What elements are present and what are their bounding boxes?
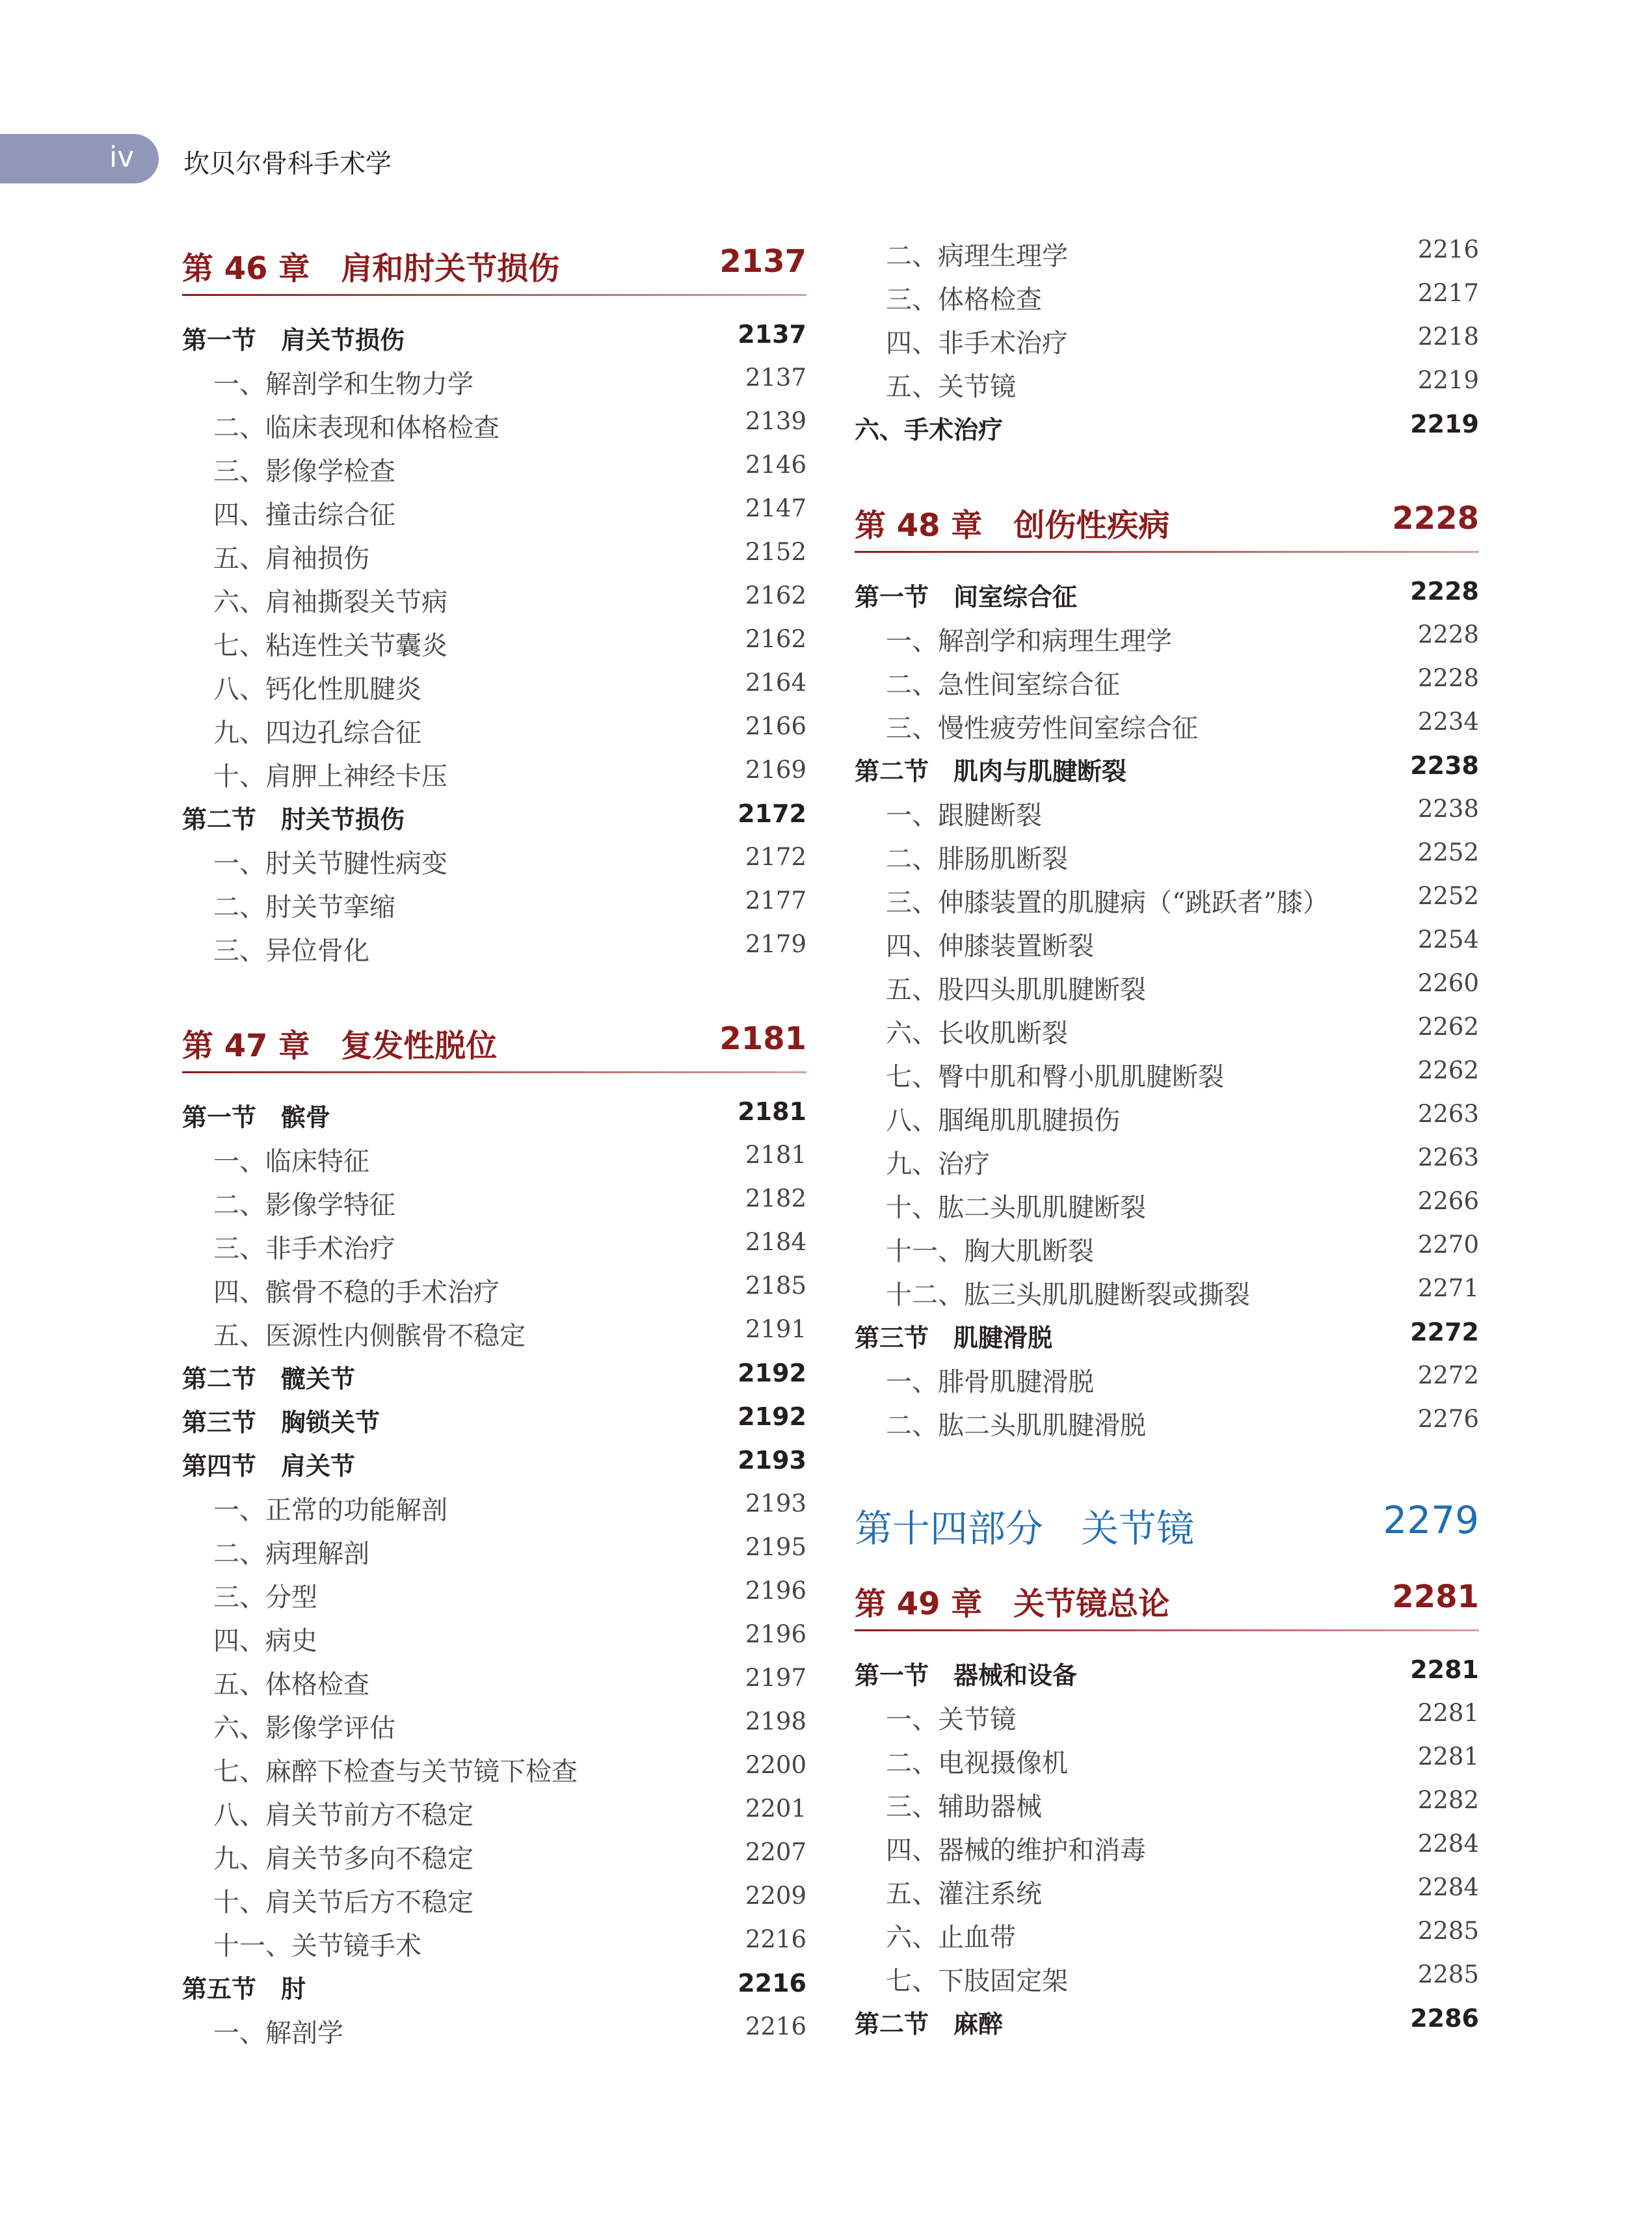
toc-item-title: 一、解剖学和病理生理学 xyxy=(886,626,1172,656)
toc-item-page: 2219 xyxy=(1417,366,1479,394)
toc-item-title: 七、麻醉下检查与关节镜下检查 xyxy=(213,1757,578,1787)
toc-chapter-page: 2181 xyxy=(719,1021,806,1057)
toc-item-entry[interactable] xyxy=(182,665,806,708)
toc-item-entry[interactable] xyxy=(182,1529,806,1573)
toc-item-title: 一、正常的功能解剖 xyxy=(213,1495,447,1525)
toc-item-entry[interactable] xyxy=(855,319,1479,362)
toc-item-entry[interactable] xyxy=(855,1052,1479,1096)
toc-section-page: 2137 xyxy=(738,320,806,349)
toc-item-entry[interactable] xyxy=(182,403,806,447)
toc-item-title: 九、肩关节多向不稳定 xyxy=(213,1844,473,1874)
toc-section-entry[interactable] xyxy=(182,1355,806,1398)
toc-chapter-page: 2228 xyxy=(1392,500,1479,537)
toc-item-entry[interactable] xyxy=(855,878,1479,922)
toc-item-entry[interactable] xyxy=(182,534,806,578)
toc-item-title: 三、伸膝装置的肌腱病（“跳跃者”膝） xyxy=(886,888,1329,918)
toc-item-entry[interactable] xyxy=(855,660,1479,704)
toc-item-page: 2281 xyxy=(1417,1743,1479,1770)
toc-item-page: 2185 xyxy=(745,1272,806,1300)
toc-item-page: 2285 xyxy=(1417,1917,1479,1945)
toc-item-entry[interactable] xyxy=(855,1009,1479,1052)
toc-item-entry[interactable] xyxy=(855,232,1479,275)
toc-item-entry[interactable] xyxy=(855,1957,1479,2000)
toc-item-title: 六、止血带 xyxy=(886,1923,1016,1953)
toc-item-entry[interactable] xyxy=(182,360,806,403)
toc-item-entry[interactable] xyxy=(855,1357,1479,1401)
toc-item-title: 一、解剖学和生物力学 xyxy=(213,369,473,399)
toc-item-entry[interactable] xyxy=(855,1140,1479,1183)
toc-item-entry[interactable] xyxy=(182,752,806,795)
toc-item-entry[interactable] xyxy=(182,1311,806,1355)
toc-section-page: 2193 xyxy=(738,1446,806,1475)
toc-item-page: 2260 xyxy=(1417,969,1479,997)
toc-item-entry[interactable] xyxy=(855,1913,1479,1957)
toc-item-title: 六、肩袖撕裂关节病 xyxy=(213,587,447,617)
toc-item-title: 三、慢性疲劳性间室综合征 xyxy=(886,714,1198,743)
toc-item-entry[interactable] xyxy=(182,926,806,970)
toc-chapter-title: 第 47 章 复发性脱位 xyxy=(182,1028,498,1064)
toc-item-page: 2197 xyxy=(745,1664,806,1692)
toc-item-entry[interactable] xyxy=(855,965,1479,1009)
toc-item-title: 二、病理解剖 xyxy=(213,1539,369,1569)
toc-item-title: 五、医源性内侧髌骨不稳定 xyxy=(213,1321,526,1351)
toc-item-entry[interactable] xyxy=(855,1739,1479,1782)
toc-item-page: 2216 xyxy=(1417,235,1479,263)
toc-item-title: 六、长收肌断裂 xyxy=(886,1019,1068,1049)
toc-item-entry[interactable] xyxy=(855,1270,1479,1314)
toc-item-page: 2172 xyxy=(745,843,806,871)
toc-section-entry[interactable] xyxy=(182,1398,806,1442)
toc-item-page: 2162 xyxy=(745,625,806,653)
toc-item-entry[interactable] xyxy=(855,922,1479,965)
toc-item-page: 2195 xyxy=(745,1533,806,1561)
toc-item-title: 三、影像学检查 xyxy=(213,457,395,487)
toc-right-column xyxy=(855,232,1479,2044)
toc-item-title: 一、肘关节腱性病变 xyxy=(213,849,447,879)
toc-section-page: 2281 xyxy=(1410,1655,1479,1684)
toc-item-title: 五、股四头肌肌腱断裂 xyxy=(886,975,1146,1005)
toc-item-entry[interactable] xyxy=(182,447,806,490)
toc-chapter-entry[interactable] xyxy=(182,1009,806,1093)
toc-item-page: 2262 xyxy=(1417,1056,1479,1084)
toc-item-page: 2252 xyxy=(1417,838,1479,866)
toc-item-title: 九、治疗 xyxy=(886,1149,990,1179)
toc-item-title: 四、非手术治疗 xyxy=(886,328,1068,358)
toc-section-entry[interactable] xyxy=(855,406,1479,449)
toc-item-title: 五、灌注系统 xyxy=(886,1879,1042,1909)
toc-item-entry[interactable] xyxy=(855,1183,1479,1227)
page-number-tab xyxy=(0,134,159,183)
spacer xyxy=(855,1445,1479,1484)
toc-item-title: 三、辅助器械 xyxy=(886,1792,1042,1822)
toc-item-title: 二、腓肠肌断裂 xyxy=(886,844,1068,874)
toc-item-title: 一、解剖学 xyxy=(213,2018,343,2048)
toc-item-page: 2184 xyxy=(745,1228,806,1256)
chapter-rule xyxy=(182,294,806,296)
toc-item-entry[interactable] xyxy=(182,883,806,926)
toc-section-entry[interactable] xyxy=(182,1093,806,1137)
toc-item-title: 五、关节镜 xyxy=(886,372,1016,402)
toc-item-title: 八、肩关节前方不稳定 xyxy=(213,1800,473,1830)
toc-chapter-entry[interactable] xyxy=(855,488,1479,573)
toc-chapter-title: 第 46 章 肩和肘关节损伤 xyxy=(182,250,560,287)
toc-item-page: 2228 xyxy=(1417,664,1479,692)
toc-item-page: 2164 xyxy=(745,669,806,697)
toc-item-page: 2216 xyxy=(745,2012,806,2040)
toc-item-entry[interactable] xyxy=(855,1695,1479,1739)
toc-section-page: 2228 xyxy=(1410,577,1479,606)
toc-item-entry[interactable] xyxy=(182,621,806,665)
toc-item-page: 2284 xyxy=(1417,1873,1479,1901)
toc-left-column xyxy=(182,232,806,2052)
toc-item-page: 2182 xyxy=(745,1184,806,1212)
toc-item-page: 2137 xyxy=(745,364,806,392)
toc-section-entry[interactable] xyxy=(182,1965,806,2009)
chapter-rule xyxy=(855,551,1479,553)
toc-item-entry[interactable] xyxy=(855,1096,1479,1140)
toc-item-page: 2263 xyxy=(1417,1143,1479,1171)
toc-item-title: 七、臀中肌和臀小肌肌腱断裂 xyxy=(886,1062,1224,1092)
toc-item-title: 三、非手术治疗 xyxy=(213,1234,395,1264)
toc-item-entry[interactable] xyxy=(182,708,806,752)
spacer xyxy=(855,449,1479,488)
toc-item-page: 2276 xyxy=(1417,1405,1479,1433)
toc-section-page: 2192 xyxy=(738,1359,806,1387)
toc-item-page: 2162 xyxy=(745,581,806,609)
toc-section-title: 第二节 肘关节损伤 xyxy=(182,805,405,834)
toc-section-title: 第一节 器械和设备 xyxy=(855,1661,1078,1690)
toc-item-entry[interactable] xyxy=(855,1227,1479,1270)
chapter-rule xyxy=(182,1071,806,1073)
toc-item-page: 2217 xyxy=(1417,279,1479,307)
toc-item-page: 2218 xyxy=(1417,323,1479,351)
toc-item-entry[interactable] xyxy=(182,1921,806,1965)
chapter-rule xyxy=(855,1629,1479,1631)
toc-section-page: 2216 xyxy=(738,1969,806,1997)
toc-item-page: 2166 xyxy=(745,712,806,740)
toc-item-page: 2238 xyxy=(1417,795,1479,823)
toc-item-page: 2263 xyxy=(1417,1100,1479,1128)
toc-item-page: 2193 xyxy=(745,1490,806,1517)
toc-item-page: 2201 xyxy=(745,1795,806,1823)
toc-section-title: 第二节 肌肉与肌腱断裂 xyxy=(855,757,1127,786)
toc-item-title: 一、关节镜 xyxy=(886,1705,1016,1735)
toc-item-entry[interactable] xyxy=(182,1660,806,1703)
toc-item-title: 四、撞击综合征 xyxy=(213,500,395,530)
toc-item-page: 2196 xyxy=(745,1620,806,1648)
toc-chapter-entry[interactable] xyxy=(182,232,806,316)
toc-section-page: 2172 xyxy=(738,799,806,828)
toc-chapter-entry[interactable] xyxy=(855,1567,1479,1651)
toc-item-page: 2284 xyxy=(1417,1830,1479,1858)
toc-item-page: 2262 xyxy=(1417,1013,1479,1041)
toc-section-title: 第二节 麻醉 xyxy=(855,2010,1004,2038)
toc-item-page: 2200 xyxy=(745,1751,806,1779)
toc-section-title: 第四节 肩关节 xyxy=(182,1452,356,1480)
toc-part-entry[interactable] xyxy=(855,1484,1479,1567)
toc-item-page: 2169 xyxy=(745,756,806,784)
toc-section-page: 2219 xyxy=(1410,410,1479,438)
toc-section-title: 第一节 肩关节损伤 xyxy=(182,326,405,354)
toc-section-entry[interactable] xyxy=(182,1442,806,1486)
toc-part-title: 第十四部分 关节镜 xyxy=(855,1506,1195,1551)
toc-item-page: 2198 xyxy=(745,1707,806,1735)
toc-section-entry[interactable] xyxy=(855,2000,1479,2044)
toc-item-title: 二、急性间室综合征 xyxy=(886,670,1120,700)
toc-item-entry[interactable] xyxy=(182,1791,806,1834)
toc-section-title: 第二节 髋关节 xyxy=(182,1365,356,1393)
toc-item-entry[interactable] xyxy=(182,490,806,534)
toc-item-title: 一、临床特征 xyxy=(213,1147,369,1177)
toc-item-page: 2272 xyxy=(1417,1361,1479,1389)
toc-item-entry[interactable] xyxy=(182,1703,806,1747)
toc-item-title: 二、电视摄像机 xyxy=(886,1748,1068,1778)
toc-item-title: 三、异位骨化 xyxy=(213,936,369,966)
toc-item-page: 2266 xyxy=(1417,1187,1479,1215)
running-header-title: 坎贝尔骨科手术学 xyxy=(183,149,392,179)
toc-item-title: 二、病理生理学 xyxy=(886,241,1068,271)
toc-item-entry[interactable] xyxy=(182,1616,806,1660)
toc-item-entry[interactable] xyxy=(182,1573,806,1616)
toc-section-entry[interactable] xyxy=(182,795,806,839)
toc-chapter-title: 第 49 章 关节镜总论 xyxy=(855,1586,1170,1622)
toc-item-title: 十二、肱三头肌肌腱断裂或撕裂 xyxy=(886,1280,1250,1310)
toc-item-entry[interactable] xyxy=(182,1224,806,1268)
toc-item-title: 二、临床表现和体格检查 xyxy=(213,413,500,443)
toc-item-entry[interactable] xyxy=(182,1181,806,1224)
toc-item-entry[interactable] xyxy=(182,1268,806,1311)
toc-section-title: 第三节 肌腱滑脱 xyxy=(855,1324,1053,1352)
toc-item-title: 二、肱二头肌肌腱滑脱 xyxy=(886,1411,1146,1441)
toc-item-page: 2196 xyxy=(745,1577,806,1605)
toc-section-title: 第五节 肘 xyxy=(182,1975,306,2003)
toc-section-title: 第一节 髌骨 xyxy=(182,1103,331,1132)
toc-item-entry[interactable] xyxy=(855,1401,1479,1445)
toc-item-entry[interactable] xyxy=(855,704,1479,747)
toc-item-title: 一、腓骨肌腱滑脱 xyxy=(886,1367,1094,1397)
toc-item-page: 2179 xyxy=(745,930,806,958)
toc-item-title: 五、肩袖损伤 xyxy=(213,544,369,574)
toc-item-page: 2270 xyxy=(1417,1231,1479,1259)
toc-item-entry[interactable] xyxy=(855,1826,1479,1869)
toc-item-title: 一、跟腱断裂 xyxy=(886,801,1042,831)
toc-item-title: 四、髌骨不稳的手术治疗 xyxy=(213,1277,500,1307)
toc-item-title: 十一、关节镜手术 xyxy=(213,1931,421,1961)
toc-item-entry[interactable] xyxy=(182,578,806,621)
toc-item-entry[interactable] xyxy=(855,275,1479,319)
toc-item-page: 2209 xyxy=(745,1882,806,1910)
toc-chapter-page: 2137 xyxy=(719,243,806,280)
toc-item-entry[interactable] xyxy=(855,1869,1479,1913)
toc-item-title: 六、影像学评估 xyxy=(213,1713,395,1743)
toc-item-entry[interactable] xyxy=(855,791,1479,835)
toc-item-title: 十一、胸大肌断裂 xyxy=(886,1236,1094,1266)
toc-item-page: 2271 xyxy=(1417,1274,1479,1302)
toc-item-entry[interactable] xyxy=(855,617,1479,660)
toc-item-page: 2139 xyxy=(745,407,806,435)
toc-section-entry[interactable] xyxy=(855,747,1479,791)
toc-item-page: 2252 xyxy=(1417,882,1479,910)
toc-item-page: 2191 xyxy=(745,1315,806,1343)
toc-item-page: 2228 xyxy=(1417,621,1479,648)
toc-chapter-title: 第 48 章 创伤性疾病 xyxy=(855,507,1170,544)
spacer xyxy=(182,970,806,1009)
toc-item-entry[interactable] xyxy=(182,1834,806,1878)
toc-item-title: 四、伸膝装置断裂 xyxy=(886,931,1094,961)
toc-section-title: 第三节 胸锁关节 xyxy=(182,1408,380,1437)
toc-item-page: 2216 xyxy=(745,1925,806,1953)
toc-item-title: 二、影像学特征 xyxy=(213,1190,395,1220)
toc-item-entry[interactable] xyxy=(182,1137,806,1181)
toc-item-entry[interactable] xyxy=(182,1747,806,1791)
toc-part-page: 2279 xyxy=(1383,1498,1479,1542)
toc-section-page: 2181 xyxy=(738,1097,806,1126)
toc-item-title: 七、粘连性关节囊炎 xyxy=(213,631,447,661)
page-number: iv xyxy=(109,140,135,174)
toc-item-title: 十、肩关节后方不稳定 xyxy=(213,1888,473,1917)
toc-item-title: 八、钙化性肌腱炎 xyxy=(213,675,421,704)
toc-item-page: 2152 xyxy=(745,538,806,566)
toc-section-page: 2272 xyxy=(1410,1318,1479,1346)
toc-item-title: 四、病史 xyxy=(213,1626,317,1656)
toc-item-page: 2282 xyxy=(1417,1786,1479,1814)
toc-item-entry[interactable] xyxy=(182,839,806,883)
toc-item-title: 十、肱二头肌肌腱断裂 xyxy=(886,1193,1146,1223)
toc-item-entry[interactable] xyxy=(855,362,1479,406)
toc-item-title: 七、下肢固定架 xyxy=(886,1966,1068,1996)
toc-item-page: 2177 xyxy=(745,887,806,915)
toc-section-page: 2192 xyxy=(738,1402,806,1431)
toc-item-entry[interactable] xyxy=(182,1486,806,1529)
toc-section-entry[interactable] xyxy=(182,316,806,360)
toc-section-entry[interactable] xyxy=(855,1314,1479,1357)
toc-item-page: 2234 xyxy=(1417,708,1479,736)
toc-item-title: 九、四边孔综合征 xyxy=(213,718,421,748)
toc-item-title: 十、肩胛上神经卡压 xyxy=(213,762,447,792)
toc-section-title: 第一节 间室综合征 xyxy=(855,583,1078,611)
toc-item-title: 三、分型 xyxy=(213,1583,317,1612)
toc-item-entry[interactable] xyxy=(182,2009,806,2052)
toc-item-title: 三、体格检查 xyxy=(886,285,1042,315)
toc-item-entry[interactable] xyxy=(182,1878,806,1921)
toc-section-entry[interactable] xyxy=(855,1651,1479,1695)
toc-item-page: 2285 xyxy=(1417,1960,1479,1988)
toc-item-page: 2181 xyxy=(745,1141,806,1169)
toc-section-page: 2238 xyxy=(1410,751,1479,780)
toc-section-entry[interactable] xyxy=(855,573,1479,617)
toc-chapter-page: 2281 xyxy=(1392,1579,1479,1615)
toc-section-page: 2286 xyxy=(1410,2004,1479,2033)
toc-item-title: 二、肘关节挛缩 xyxy=(213,892,395,922)
toc-item-page: 2207 xyxy=(745,1838,806,1866)
toc-item-entry[interactable] xyxy=(855,835,1479,878)
toc-item-title: 四、器械的维护和消毒 xyxy=(886,1836,1146,1865)
toc-item-title: 八、腘绳肌肌腱损伤 xyxy=(886,1106,1120,1136)
toc-item-entry[interactable] xyxy=(855,1782,1479,1826)
toc-item-page: 2147 xyxy=(745,494,806,522)
toc-item-page: 2254 xyxy=(1417,926,1479,954)
toc-section-title: 六、手术治疗 xyxy=(855,416,1004,444)
toc-item-page: 2281 xyxy=(1417,1699,1479,1727)
toc-item-page: 2146 xyxy=(745,451,806,479)
toc-item-title: 五、体格检查 xyxy=(213,1670,369,1700)
